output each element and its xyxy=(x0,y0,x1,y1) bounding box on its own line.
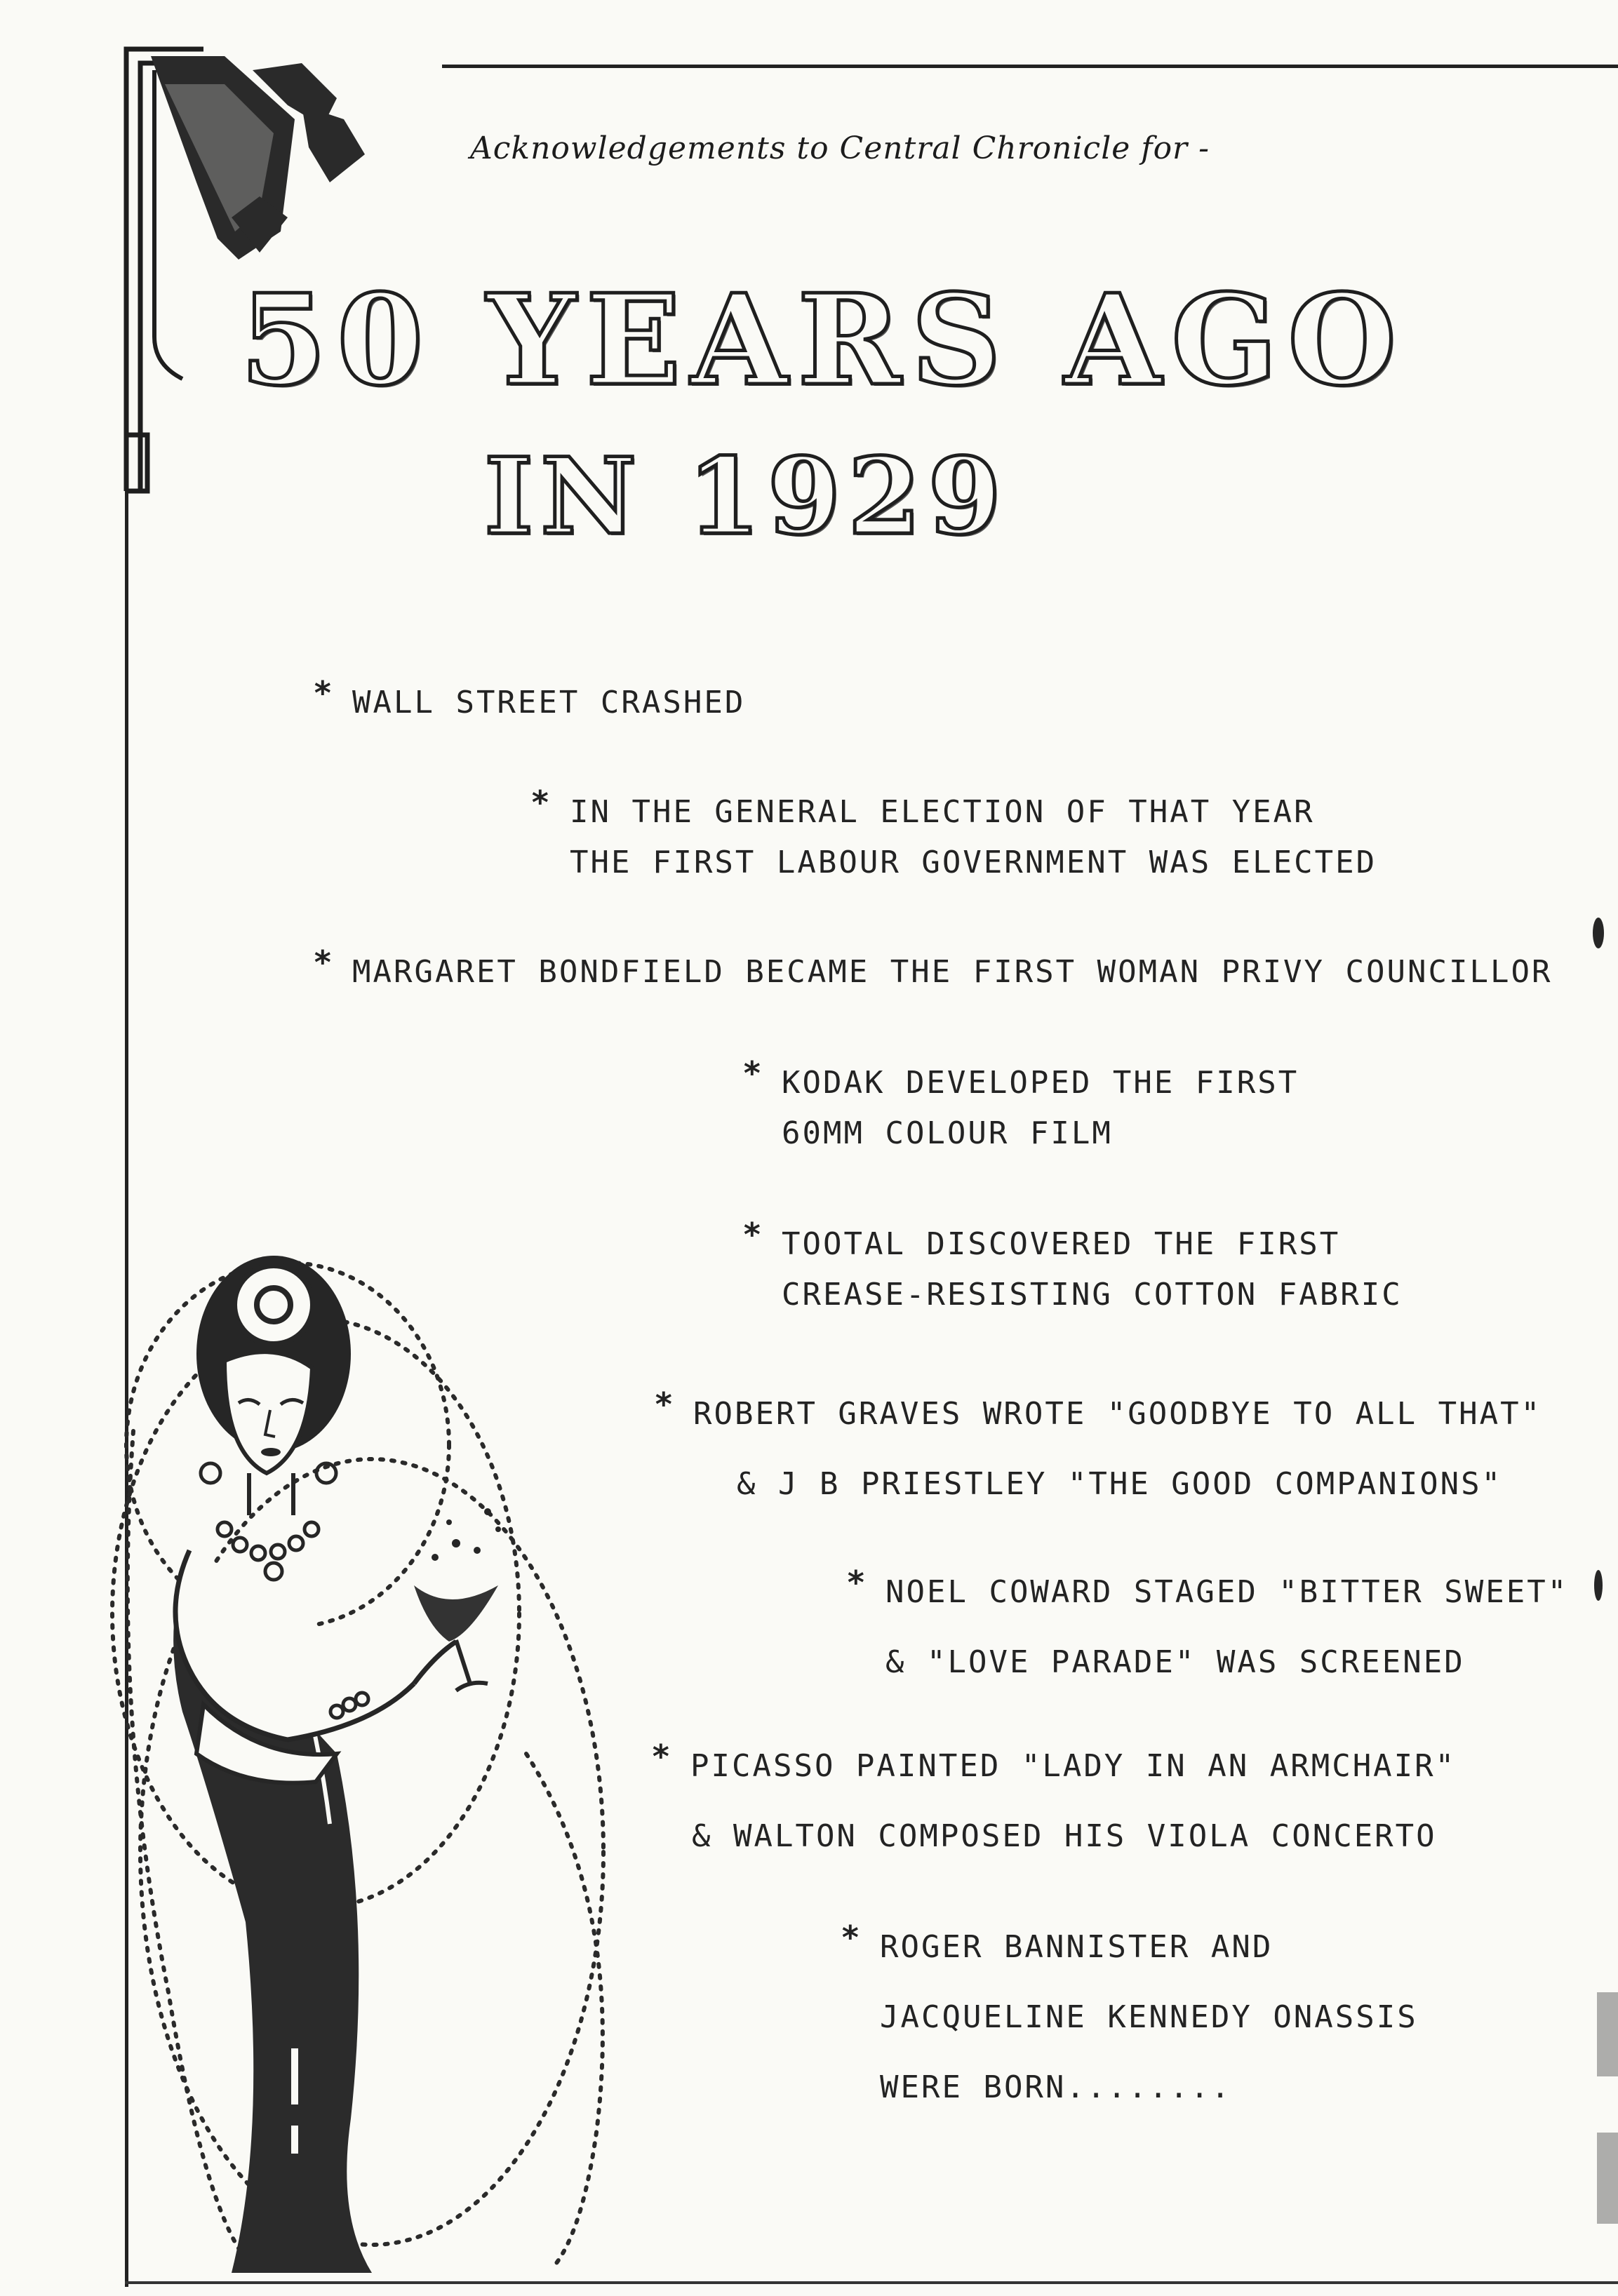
event-line: NOEL COWARD STAGED "BITTER SWEET" xyxy=(885,1574,1569,1610)
event-line: KODAK DEVELOPED THE FIRST xyxy=(782,1065,1299,1101)
event-line: TOOTAL DISCOVERED THE FIRST xyxy=(782,1226,1341,1262)
event-item xyxy=(654,1379,1542,1519)
event-line: JACQUELINE KENNEDY ONASSIS xyxy=(880,1999,1418,2035)
event-item xyxy=(313,674,746,728)
event-line: IN THE GENERAL ELECTION OF THAT YEAR xyxy=(570,794,1315,830)
frame-bottom-border xyxy=(125,2281,1618,2284)
event-line: WALL STREET CRASHED xyxy=(352,685,746,720)
headline-50-years-ago: 50 YEARS AGO xyxy=(240,267,1407,413)
bullet-star: * xyxy=(841,1919,862,1956)
event-line: & WALTON COMPOSED HIS VIOLA CONCERTO xyxy=(692,1818,1437,1854)
acknowledgement-text: Acknowledgements to Central Chronicle for - xyxy=(470,130,1210,166)
event-line: & "LOVE PARADE" WAS SCREENED xyxy=(885,1644,1465,1680)
event-line: PICASSO PAINTED "LADY IN AN ARMCHAIR" xyxy=(690,1748,1457,1784)
event-item xyxy=(651,1731,1457,1872)
bullet-star: * xyxy=(654,1385,676,1423)
bullet-star: * xyxy=(530,784,552,821)
event-item xyxy=(530,784,1377,888)
event-line: & J B PRIESTLEY "THE GOOD COMPANIONS" xyxy=(737,1466,1503,1502)
event-line: ROGER BANNISTER AND xyxy=(880,1929,1273,1965)
event-line: ROBERT GRAVES WROTE "GOODBYE TO ALL THAT" xyxy=(693,1396,1542,1432)
bullet-star: * xyxy=(651,1738,673,1775)
bullet-star: * xyxy=(742,1216,764,1254)
headline-in-1929: IN 1929 xyxy=(484,435,1008,558)
event-line: THE FIRST LABOUR GOVERNMENT WAS ELECTED xyxy=(570,845,1377,880)
event-item xyxy=(742,1054,1299,1159)
bullet-star: * xyxy=(313,674,335,712)
event-line: 60MM COLOUR FILM xyxy=(782,1115,1113,1151)
event-line: MARGARET BONDFIELD BECAME THE FIRST WOMAN PRIVY COUNCILLOR xyxy=(352,954,1553,990)
event-line: WERE BORN........ xyxy=(880,2069,1232,2105)
event-line: CREASE-RESISTING COTTON FABRIC xyxy=(782,1277,1403,1313)
bullet-star: * xyxy=(846,1564,868,1602)
event-item xyxy=(841,1912,1418,2123)
torn-edge-marks xyxy=(1587,912,1618,2245)
event-item xyxy=(313,944,1553,998)
event-item xyxy=(742,1216,1403,1320)
bullet-star: * xyxy=(742,1054,764,1092)
bullet-star: * xyxy=(313,944,335,981)
frame-top-border xyxy=(442,65,1618,68)
woman-with-champagne-illustration xyxy=(105,1221,653,2280)
event-item xyxy=(846,1557,1569,1698)
